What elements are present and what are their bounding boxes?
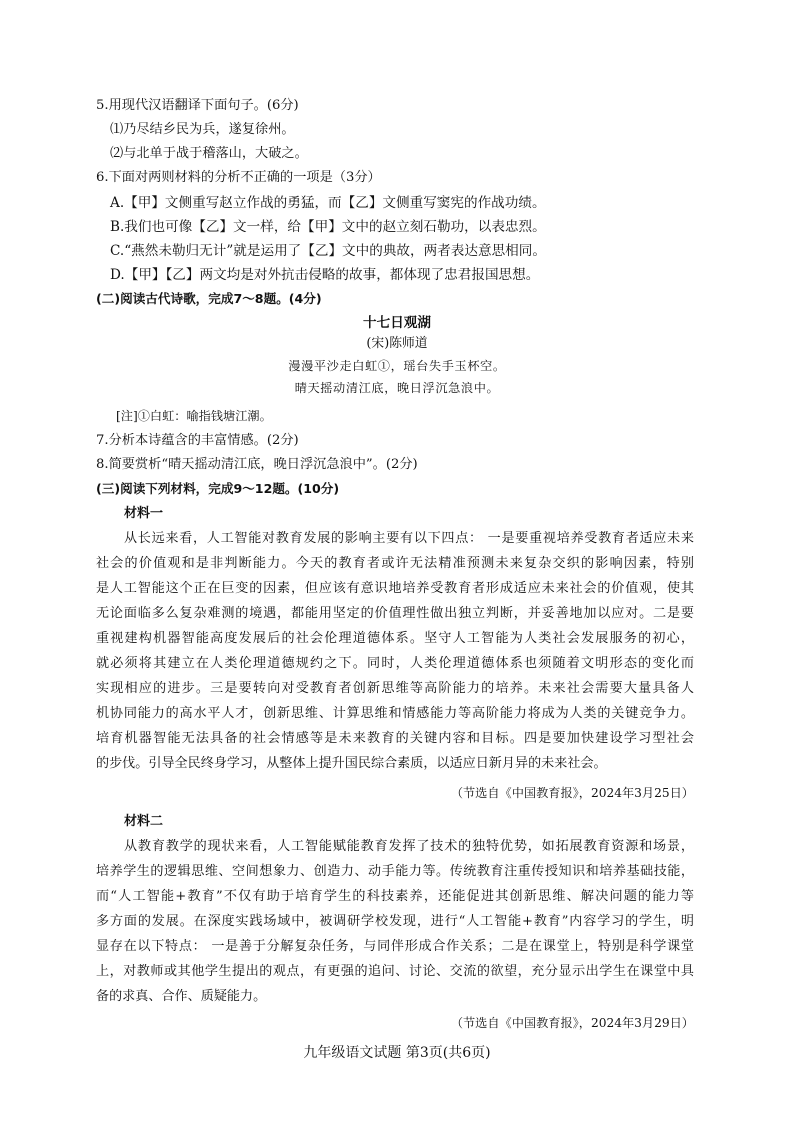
material-1-label: 材料一: [124, 506, 164, 521]
section-3-heading: (三)阅读下列材料，完成9～12题。(10分): [96, 481, 340, 496]
poem-title: 十七日观湖: [363, 315, 431, 331]
page-footer: 九年级语文试题 第3页(共6页): [303, 1045, 491, 1061]
material-1-line: 社会的价值观和是非判断能力。今天的教育者或许无法精准预测未来复杂交织的影响因素，特别: [96, 556, 694, 571]
material-2-line: 备的求真、合作、质疑能力。: [96, 989, 267, 1004]
poem-line-2: 晴天摇动清江底，晚日浮沉急浪中。: [294, 381, 500, 395]
q6-option-b: B.我们也可像【乙】文一样，给【甲】文中的赵立刻石勒功，以表忠烈。: [110, 219, 546, 235]
q5-item-2: ⑵与北单于战于稽落山，大破之。: [110, 146, 308, 161]
material-1-line: 就必须将其建立在人类伦理道德规约之下。同时，人类伦理道德体系也须随着文明形态的变化而: [96, 656, 694, 671]
poem-author: (宋)陈师道: [366, 336, 428, 351]
q5-title: 5.用现代汉语翻译下面句子。(6分): [96, 98, 299, 113]
q6-option-c: C.“燕然未勒归无计”就是运用了【乙】文中的典故，两者表达意思相同。: [110, 243, 546, 259]
q7: 7.分析本诗蕴含的丰富情感。(2分): [96, 433, 299, 448]
q6-option-d: D.【甲】【乙】两文均是对外抗击侵略的故事，都体现了忠君报国思想。: [110, 267, 540, 283]
section-2-heading: (二)阅读古代诗歌，完成7～8题。(4分): [96, 291, 322, 306]
material-2-line: 显存在以下特点： 一是善于分解复杂任务，与同伴形成合作关系；二是在课堂上，特别是科学课堂: [96, 939, 694, 954]
material-1-source: （节选自《中国教育报》，2024年3月25日）: [450, 786, 694, 800]
material-1-line: 重视建构机器智能高度发展后的社会伦理道德体系。坚守人工智能为人类社会发展服务的初心，: [96, 631, 694, 646]
poem-note: [注]①白虹：喻指钱塘江潮。: [116, 409, 272, 423]
material-1-line: 实现相应的进步。三是要转向对受教育者创新思维等高阶能力的培养。未来社会需要大量具备人: [96, 681, 694, 696]
material-1-line: 培育机器智能无法具备的社会情感等是未来教育的关键内容和目标。四是要加快建设学习型社会: [96, 731, 694, 746]
material-1-line: 机协同能力的高水平人才，创新思维、计算思维和情感能力等高阶能力将成为人类的关键竞争力。: [96, 706, 694, 721]
material-2-label: 材料二: [124, 814, 164, 829]
material-2-line: 而“人工智能+教育”不仅有助于培育学生的科技素养，还能促进其创新思维、解决问题的能力等: [96, 889, 694, 904]
q5-item-1: ⑴乃尽结乡民为兵，遂复徐州。: [110, 122, 295, 137]
material-1-line: 无论面临多么复杂难测的境遇，都能用坚定的价值理性做出独立判断，并妥善地加以应对。二是要: [96, 606, 694, 621]
material-1-line: 是人工智能这个正在巨变的因素，但应该有意识地培养受教育者形成适应未来社会的价值观，使其: [96, 581, 694, 596]
material-2-line: 多方面的发展。在深度实践场域中，被调研学校发现，进行“人工智能+教育”内容学习的学生，明: [96, 914, 694, 929]
material-2-line: 培养学生的逻辑思维、空间想象力、创造力、动手能力等。传统教育注重传授知识和培养基础技能，: [96, 864, 694, 879]
q6-title: 6.下面对两则材料的分析不正确的一项是（3分）: [96, 170, 381, 185]
material-1-line: 的步伐。引导全民终身学习，从整体上提升国民综合素质，以适应日新月异的未来社会。: [96, 756, 607, 771]
q8: 8.简要赏析“晴天摇动清江底，晚日浮沉急浪中”。(2分): [96, 457, 418, 472]
material-1-line: 从长远来看，人工智能对教育发展的影响主要有以下四点： 一是要重视培养受教育者适应未来: [124, 531, 694, 546]
poem-line-1: 漫漫平沙走白虹①，瑶台失手玉杯空。: [288, 359, 506, 373]
material-2-line: 从教育教学的现状来看，人工智能赋能教育发挥了技术的独特优势，如拓展教育资源和场景，: [124, 839, 694, 854]
material-2-source: （节选自《中国教育报》，2024年3月29日）: [450, 1016, 694, 1030]
material-2-line: 上，对教师或其他学生提出的观点，有更强的追问、讨论、交流的欲望，充分显示出学生在课堂中具: [96, 964, 694, 979]
q6-option-a: A.【甲】文侧重写赵立作战的勇猛，而【乙】文侧重写窦宪的作战功绩。: [110, 195, 546, 211]
